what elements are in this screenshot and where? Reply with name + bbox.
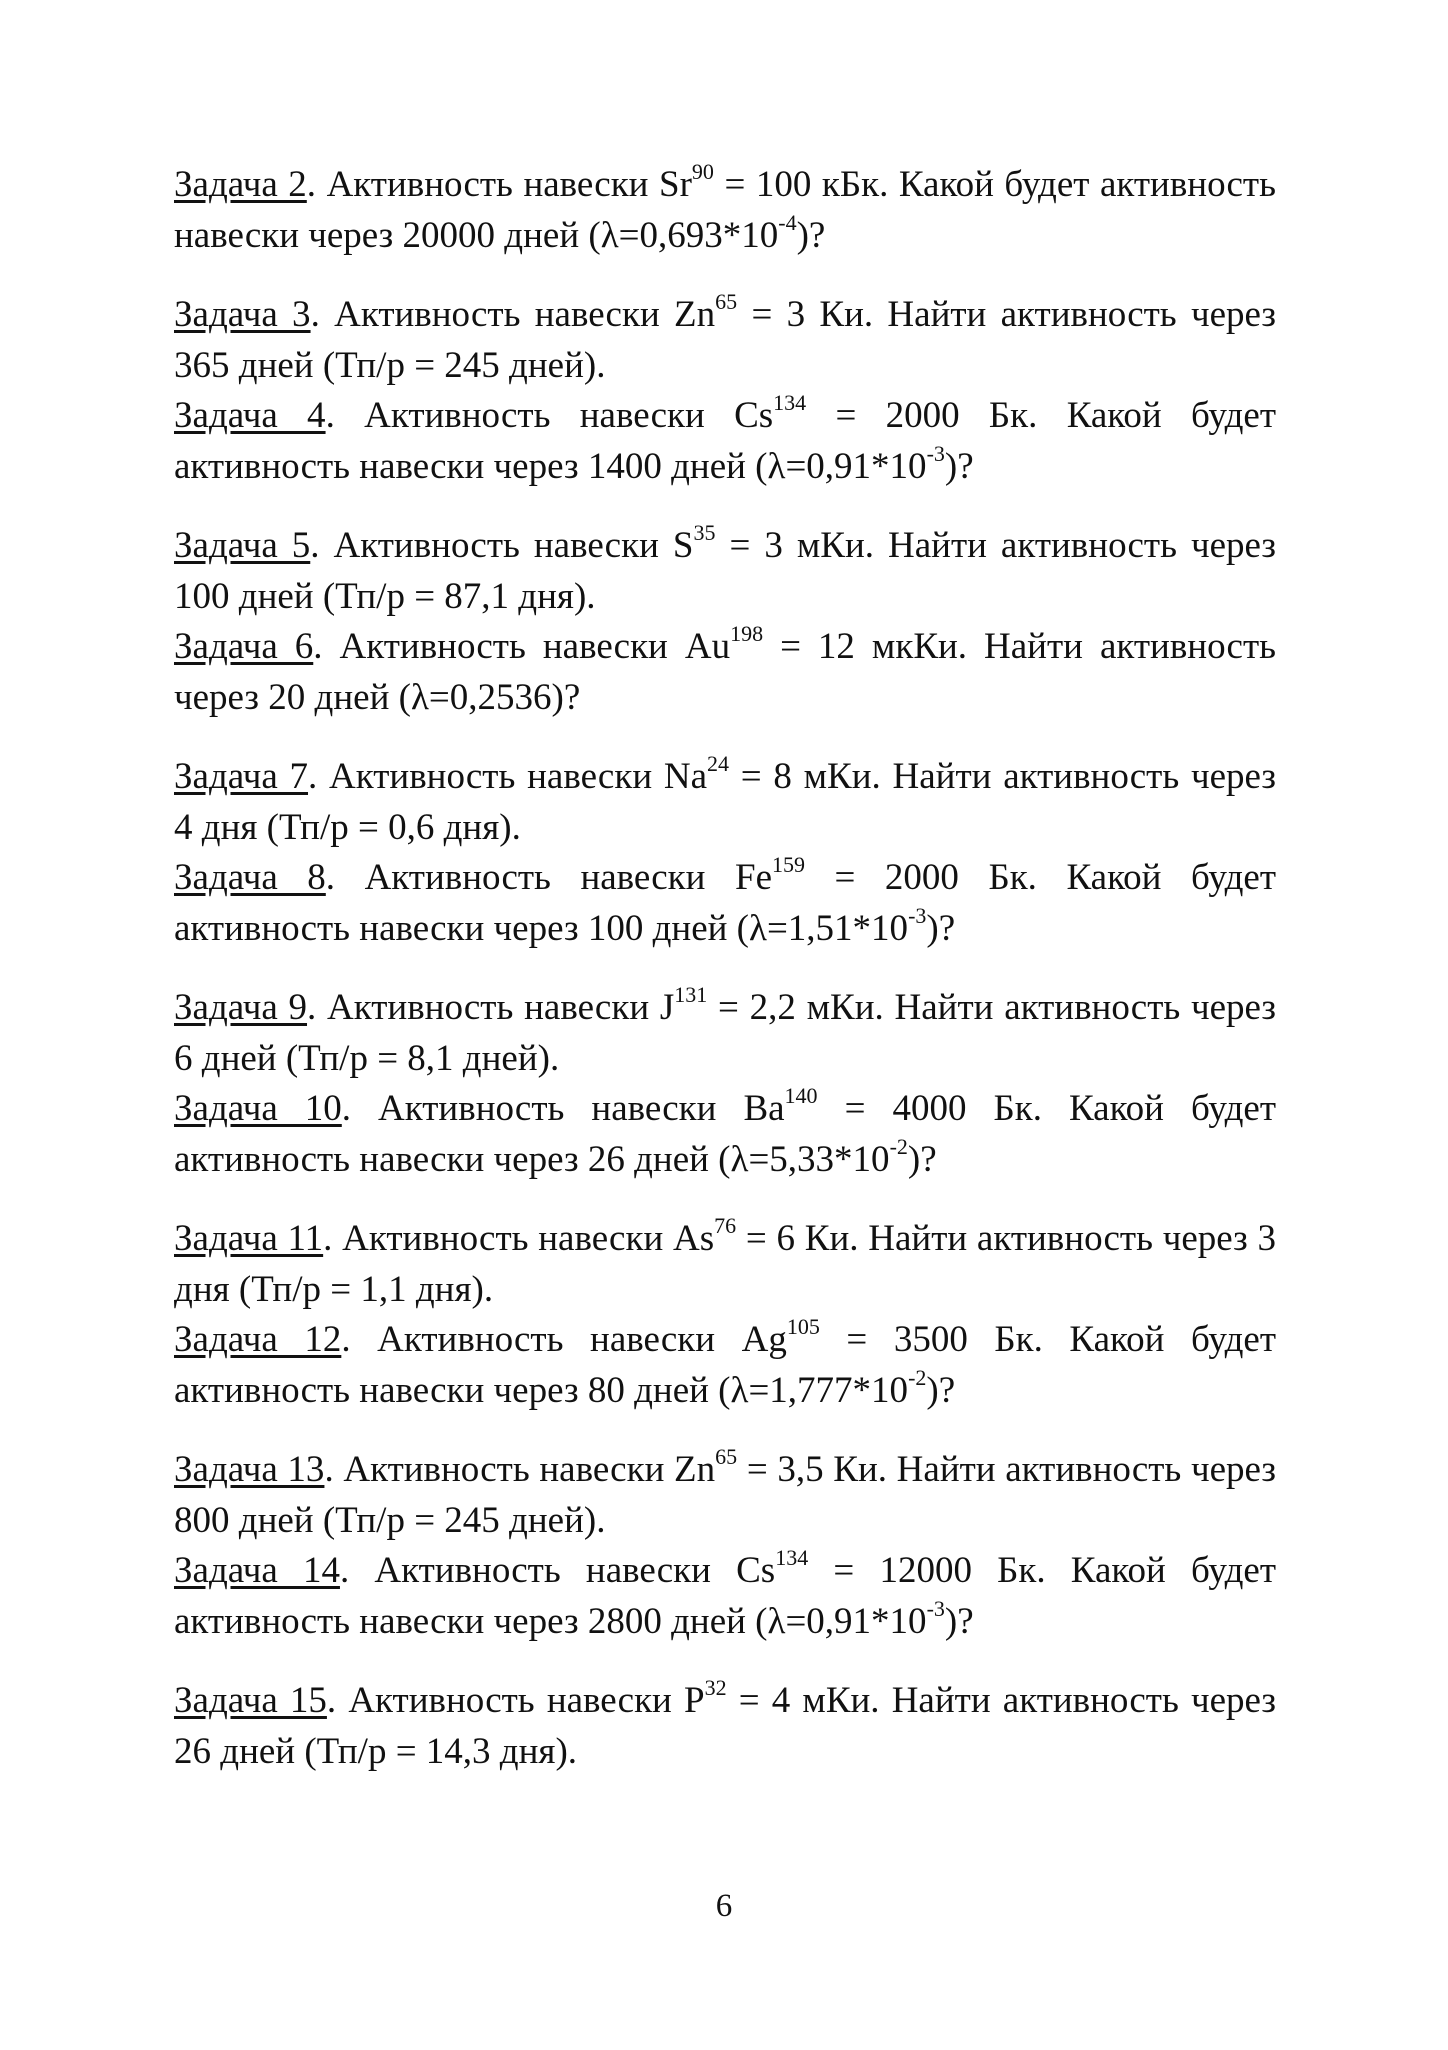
task-text: )? (944, 1600, 974, 1642)
task-paragraph (174, 1084, 1276, 1185)
task-label: Задача 3 (174, 294, 311, 335)
task-paragraph (174, 1546, 1276, 1647)
task-text: . Активность навески Ba (341, 1088, 785, 1129)
task-paragraph (174, 752, 1276, 853)
task-text: )? (926, 907, 956, 949)
task-label: Задача 10 (174, 1088, 342, 1129)
isotope-mass-number: 159 (772, 852, 805, 877)
isotope-mass-number: 105 (786, 1314, 820, 1339)
task-label: Задача 7 (174, 756, 309, 797)
task-text: . Активность навески Sr (306, 164, 692, 205)
task-label: Задача 15 (174, 1680, 327, 1721)
task-text: . Активность навески Fe (325, 857, 772, 898)
task-paragraph (174, 853, 1276, 954)
task-text: . Активность навески Au (313, 626, 731, 667)
isotope-mass-number: 32 (704, 1675, 727, 1700)
task-paragraph (174, 160, 1276, 261)
task-text: = 3,5 Ки. Найти активность через 800 дней (Тп/р = 245 дней). (174, 1449, 1276, 1541)
page-number: 6 (715, 1888, 733, 1924)
task-text: . Активность навески As (323, 1218, 715, 1259)
task-text: = 2000 Бк. Какой будет активность навески через 1400 дней (λ=0,91*10 (174, 395, 1277, 487)
isotope-mass-number: 134 (775, 1545, 809, 1570)
isotope-mass-number: 65 (715, 289, 738, 314)
task-label: Задача 14 (174, 1550, 340, 1591)
isotope-mass-number: 90 (691, 159, 714, 184)
task-paragraph (174, 521, 1276, 622)
exponent: -2 (889, 1133, 908, 1159)
task-text: = 2000 Бк. Какой будет активность навески через 100 дней (λ=1,51*10 (174, 857, 1277, 949)
isotope-mass-number: 76 (714, 1213, 737, 1238)
task-text: = 3 Ки. Найти активность через 365 дней (Тп/р = 245 дней). (174, 294, 1276, 386)
exponent: -3 (908, 902, 927, 928)
task-text: = 12 мкКи. Найти активность через 20 дней (λ=0,2536)? (174, 626, 1276, 718)
task-text: . Активность навески Ag (341, 1319, 787, 1360)
task-text: . Активность навески J (307, 987, 675, 1028)
task-text: = 6 Ки. Найти активность через 3 дня (Тп/р = 1,1 дня). (174, 1218, 1276, 1310)
task-text: = 100 кБк. Какой будет активность навески через 20000 дней (λ=0,693*10 (174, 164, 1276, 256)
task-text: )? (944, 445, 974, 487)
isotope-mass-number: 35 (693, 520, 716, 545)
task-text: . Активность навески Na (308, 756, 708, 797)
task-text: = 4 мКи. Найти активность через 26 дней (Тп/р = 14,3 дня). (174, 1680, 1276, 1772)
task-text: = 12000 Бк. Какой будет активность навески через 2800 дней (λ=0,91*10 (174, 1550, 1276, 1642)
task-text: . Активность навески S (310, 525, 694, 566)
task-label: Задача 2 (174, 164, 307, 205)
task-label: Задача 13 (174, 1449, 325, 1490)
task-text: . Активность навески Zn (310, 294, 716, 335)
isotope-mass-number: 140 (784, 1083, 818, 1108)
exponent: -4 (778, 209, 797, 235)
isotope-mass-number: 134 (773, 390, 807, 415)
isotope-mass-number: 24 (707, 751, 730, 776)
exponent: -3 (926, 1595, 945, 1621)
task-label: Задача 11 (174, 1218, 324, 1259)
task-paragraph (174, 391, 1276, 492)
task-paragraph (174, 983, 1276, 1084)
task-text: = 2,2 мКи. Найти активность через 6 дней (Тп/р = 8,1 дней). (174, 987, 1277, 1079)
task-label: Задача 5 (174, 525, 311, 566)
task-paragraph (174, 1214, 1276, 1315)
task-label: Задача 6 (174, 626, 314, 667)
exponent: -2 (908, 1364, 927, 1390)
task-text: . Активность навески P (326, 1680, 705, 1721)
exponent: -3 (926, 440, 945, 466)
task-label: Задача 12 (174, 1319, 342, 1360)
task-text: = 3 мКи. Найти активность через 100 дней (Тп/р = 87,1 дня). (174, 525, 1276, 617)
isotope-mass-number: 198 (730, 621, 764, 646)
task-paragraph (174, 1315, 1276, 1416)
task-label: Задача 8 (174, 857, 326, 898)
task-text: )? (926, 1369, 956, 1411)
task-list (174, 160, 1276, 1777)
task-paragraph (174, 622, 1276, 723)
task-text: . Активность навески Cs (325, 395, 774, 436)
task-text: = 4000 Бк. Какой будет активность навески через 26 дней (λ=5,33*10 (174, 1088, 1276, 1180)
task-label: Задача 9 (174, 987, 308, 1028)
isotope-mass-number: 65 (715, 1444, 738, 1469)
task-label: Задача 4 (174, 395, 326, 436)
task-paragraph (174, 1676, 1276, 1777)
task-text: )? (796, 214, 826, 256)
task-text: . Активность навески Cs (339, 1550, 776, 1591)
task-text: = 3500 Бк. Какой будет активность навески через 80 дней (λ=1,777*10 (174, 1319, 1277, 1411)
isotope-mass-number: 131 (674, 982, 708, 1007)
task-text: = 8 мКи. Найти активность через 4 дня (Тп/р = 0,6 дня). (174, 756, 1276, 848)
task-text: )? (907, 1138, 937, 1180)
task-paragraph (174, 1445, 1276, 1546)
task-text: . Активность навески Zn (324, 1449, 716, 1490)
task-paragraph (174, 290, 1276, 391)
